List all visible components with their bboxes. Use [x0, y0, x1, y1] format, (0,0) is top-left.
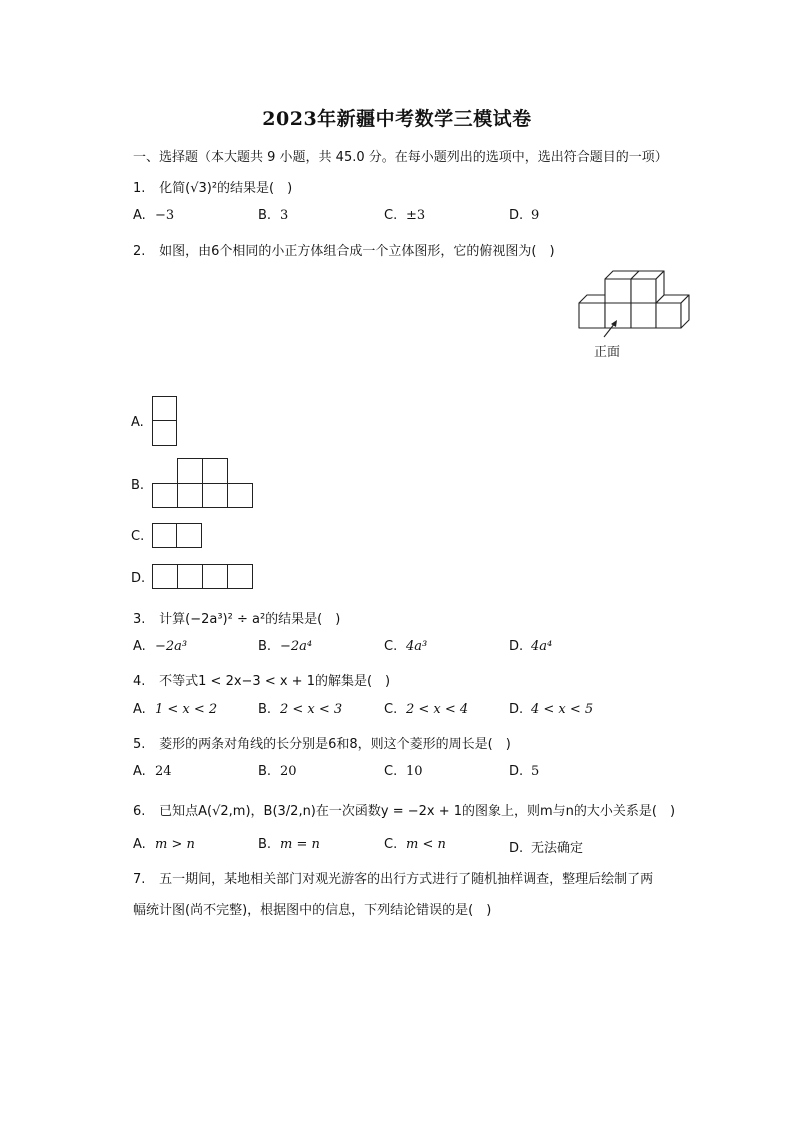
question-text: 化简(√3)²的结果是( ) [159, 181, 293, 196]
square [202, 483, 228, 508]
square [176, 523, 202, 548]
exam-title: 2023年新疆中考数学三模试卷 [262, 108, 532, 130]
q3-option-d[interactable]: D. 4a⁴ [509, 639, 553, 654]
square [202, 458, 228, 484]
question-text: 如图，由6个相同的小正方体组合成一个立体图形，它的俯视图为( ) [159, 244, 555, 259]
square [177, 564, 203, 589]
square [152, 483, 178, 508]
question-number: 4. [133, 674, 146, 689]
question-text-line1: 五一期间，某地相关部门对观光游客的出行方式进行了随机抽样调查，整理后绘制了两 [159, 872, 654, 887]
q2-option-d-label[interactable]: D. [131, 571, 146, 586]
square [177, 458, 203, 484]
question-text: 不等式1 < 2x−3 < x + 1的解集是( ) [159, 674, 391, 689]
question-text: 菱形的两条对角线的长分别是6和8，则这个菱形的周长是( ) [159, 737, 511, 752]
q1-option-c[interactable]: C. ±3 [384, 208, 426, 223]
question-number: 6. [133, 804, 146, 819]
q1-option-a[interactable]: A. −3 [133, 208, 175, 223]
q5-option-b[interactable]: B. 20 [258, 764, 297, 779]
question-number: 1. [133, 181, 146, 196]
q4-option-c[interactable]: C. 2 < x < 4 [384, 702, 469, 717]
question-7-continued [133, 899, 491, 918]
front-label: 正面 [594, 345, 621, 360]
question-number: 7. [133, 872, 146, 887]
question-6 [133, 800, 675, 819]
square [227, 564, 253, 589]
question-3 [133, 608, 340, 627]
cube-figure [570, 265, 695, 365]
q2-option-a-label[interactable]: A. [131, 415, 144, 430]
q6-option-a[interactable]: A. m > n [133, 837, 195, 852]
q6-option-c[interactable]: C. m < n [384, 837, 446, 852]
section-heading: 一、选择题（本大题共 9 小题，共 45.0 分。在每小题列出的选项中，选出符合题目的一项） [133, 150, 668, 165]
q5-option-d[interactable]: D. 5 [509, 764, 540, 779]
question-4 [133, 670, 390, 689]
q2-option-c-label[interactable]: C. [131, 529, 145, 544]
square [152, 564, 178, 589]
question-number: 2. [133, 244, 146, 259]
q1-option-d[interactable]: D. 9 [509, 208, 540, 223]
q3-option-b[interactable]: B. −2a⁴ [258, 639, 313, 654]
question-7 [133, 868, 653, 887]
square [227, 483, 253, 508]
q4-option-d[interactable]: D. 4 < x < 5 [509, 702, 594, 717]
q3-option-c[interactable]: C. 4a³ [384, 639, 428, 654]
q5-option-c[interactable]: C. 10 [384, 764, 423, 779]
square [152, 396, 177, 421]
square [152, 523, 177, 548]
question-number: 5. [133, 737, 146, 752]
q6-option-d[interactable]: D. 无法确定 [509, 841, 584, 856]
q3-option-a[interactable]: A. −2a³ [133, 639, 188, 654]
q6-option-b[interactable]: B. m = n [258, 837, 320, 852]
q1-option-b[interactable]: B. 3 [258, 208, 289, 223]
question-number: 3. [133, 612, 146, 627]
q4-option-a[interactable]: A. 1 < x < 2 [133, 702, 218, 717]
question-text: 已知点A(√2,m)，B(3/2,n)在一次函数y = −2x + 1的图象上，则m与n的大小关系是( ) [159, 804, 676, 819]
q4-option-b[interactable]: B. 2 < x < 3 [258, 702, 343, 717]
question-text: 计算(−2a³)² ÷ a²的结果是( ) [159, 612, 341, 627]
q2-option-b-label[interactable]: B. [131, 478, 145, 493]
question-1 [133, 177, 292, 196]
q5-option-a[interactable]: A. 24 [133, 764, 172, 779]
square [152, 420, 177, 446]
question-text-line2: 幅统计图(尚不完整)，根据图中的信息，下列结论错误的是( ) [133, 903, 492, 918]
square [177, 483, 203, 508]
square [202, 564, 228, 589]
question-5 [133, 733, 511, 752]
question-2 [133, 240, 555, 259]
